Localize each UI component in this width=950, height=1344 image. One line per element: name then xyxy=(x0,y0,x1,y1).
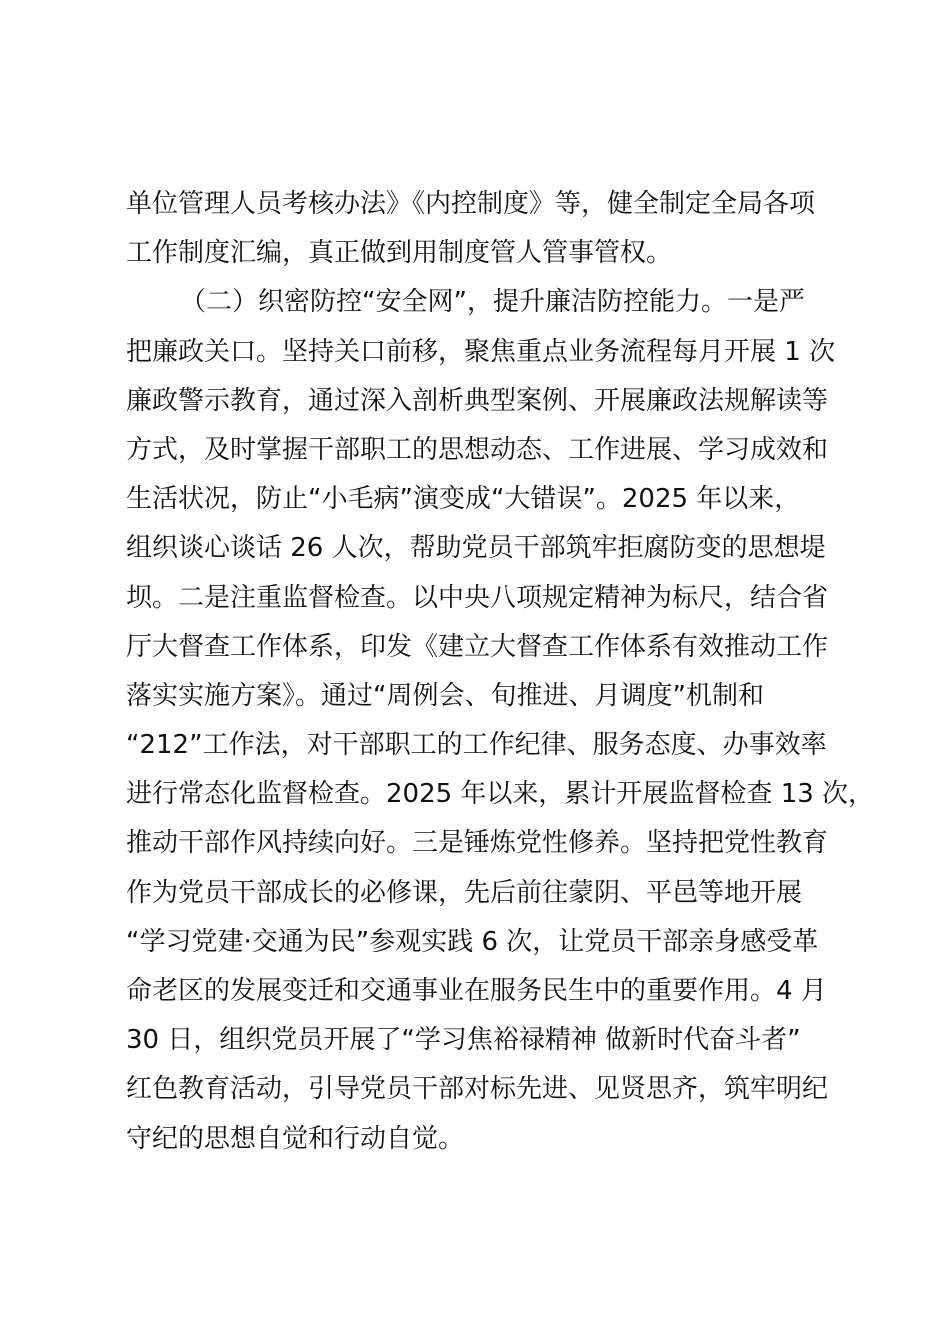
text-line: 命老区的发展变迁和交通事业在服务民生中的重要作用。4 月 xyxy=(126,976,827,1006)
text-line: “212”工作法，对干部职工的工作纪律、服务态度、办事效率 xyxy=(126,730,827,761)
text-line: 推动干部作风持续向好。三是锤炼党性修养。坚持把党性教育 xyxy=(126,828,829,859)
text-line: 厅大督查工作体系，印发《建立大督查工作体系有效推动工作 xyxy=(126,631,829,662)
text-line: 红色教育活动，引导党员干部对标先进、见贤思齐，筑牢明纪 xyxy=(126,1074,829,1105)
body-text xyxy=(126,180,875,1164)
text-line: 进行常态化监督检查。2025 年以来，累计开展监督检查 13 次， xyxy=(126,779,875,810)
text-line: 单位管理人员考核办法》《内控制度》等，健全制定全局各项 xyxy=(126,189,816,219)
text-line: 廉政警示教育，通过深入剖析典型案例、开展廉政法规解读等 xyxy=(126,385,829,416)
text-line: 生活状况，防止“小毛病”演变成“大错误”。2025 年以来， xyxy=(126,484,801,515)
text-line: “学习党建·交通为民”参观实践 6 次，让党员干部亲身感受革 xyxy=(126,926,819,957)
text-line: 坝。二是注重监督检查。以中央八项规定精神为标尺，结合省 xyxy=(126,582,829,613)
text-line: 守纪的思想自觉和行动自觉。 xyxy=(126,1123,465,1154)
text-line: 作为党员干部成长的必修课，先后前往蒙阴、平邑等地开展 xyxy=(126,877,803,908)
text-line: 把廉政关口。坚持关口前移，聚焦重点业务流程每月开展 1 次 xyxy=(126,336,836,367)
text-line: 落实实施方案》。通过“周例会、旬推进、月调度”机制和 xyxy=(126,680,764,711)
section-heading-line: （二）织密防控“安全网”，提升廉洁防控能力。一是严 xyxy=(180,287,805,318)
text-line: 方式，及时掌握干部职工的思想动态、工作进展、学习成效和 xyxy=(126,434,829,465)
text-line: 30 日，组织党员开展了“学习焦裕禄精神 做新时代奋斗者” xyxy=(126,1025,801,1056)
text-line: 组织谈心谈话 26 人次，帮助党员干部筑牢拒腐防变的思想堤 xyxy=(126,533,826,564)
text-line: 工作制度汇编，真正做到用制度管人管事管权。 xyxy=(126,238,673,269)
